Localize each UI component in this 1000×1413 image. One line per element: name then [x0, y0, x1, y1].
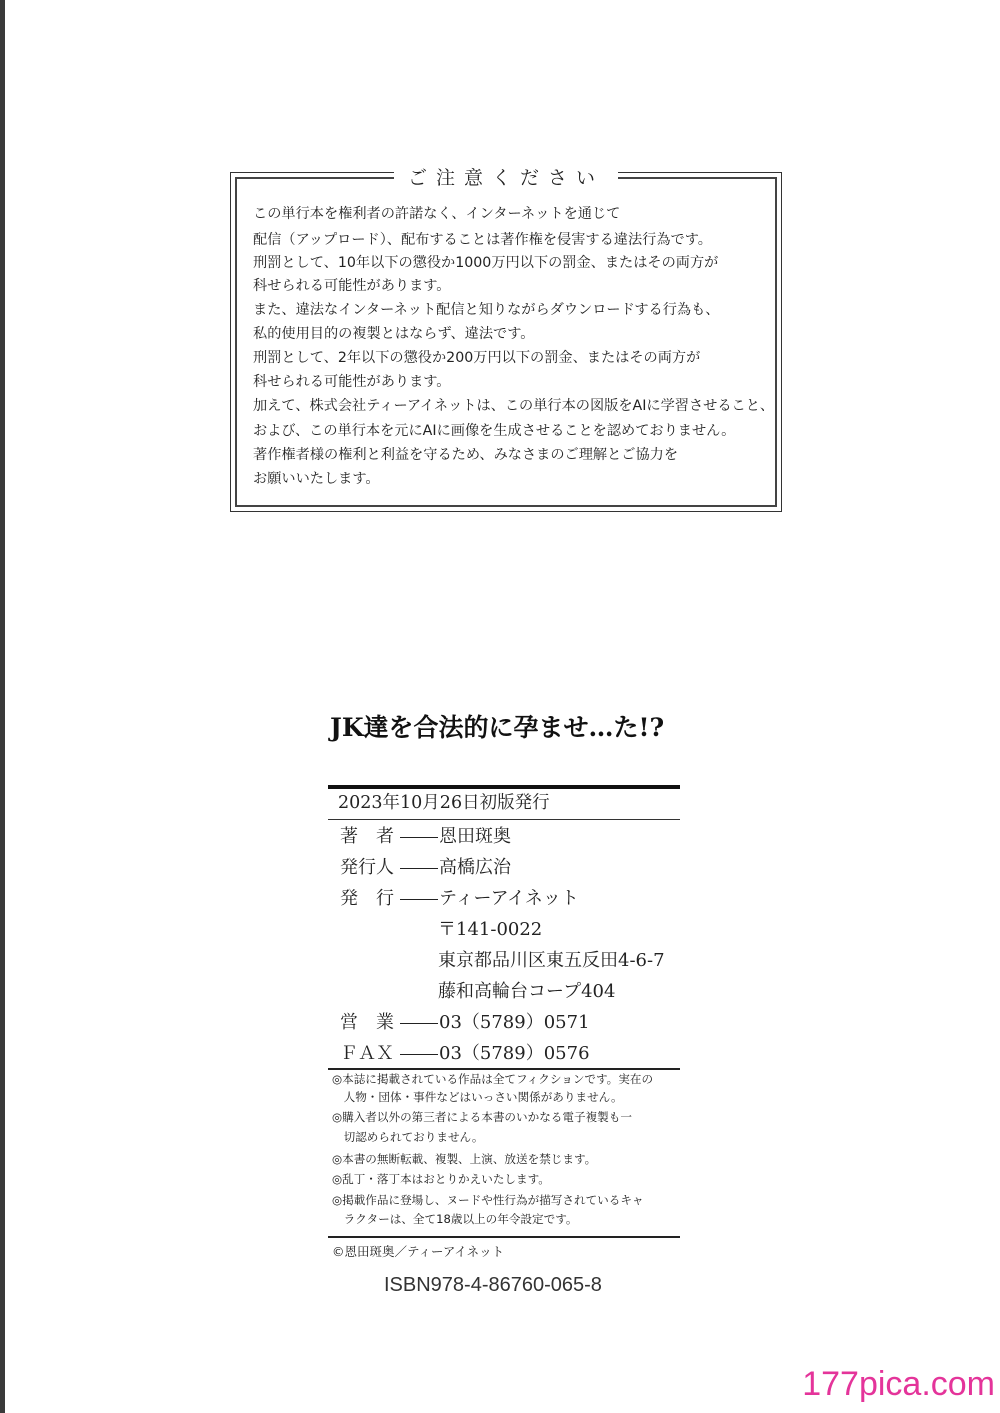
notice-line: 刑罰として、2年以下の懲役か200万円以下の罰金、またはその両方が	[253, 350, 701, 366]
notice-line: お願いいたします。	[253, 471, 380, 487]
notice-line: および、この単行本を元にAIに画像を生成させることを認めておりません。	[253, 423, 736, 439]
copyright: ©恩田斑奥／ティーアイネット	[332, 1244, 505, 1259]
author-value: 恩田斑奥	[439, 826, 511, 847]
publisher-value: ティーアイネット	[439, 888, 579, 909]
publisher-person-row	[340, 856, 511, 880]
author-label: 著 者	[340, 826, 394, 847]
book-title: JK達を合法的に孕ませ…た!?	[330, 713, 665, 742]
title-rule	[328, 785, 680, 789]
notes-rule	[328, 1068, 680, 1070]
notice-line: 著作権者様の権利と利益を守るため、みなさまのご理解とご協力を	[253, 447, 679, 463]
address-line: 東京都品川区東五反田4-6-7	[438, 950, 665, 971]
notice-line: この単行本を権利者の許諾なく、インターネットを通じて	[253, 206, 621, 222]
sales-label: 営 業	[340, 1012, 394, 1033]
notice-line: 科せられる可能性があります。	[253, 278, 451, 294]
fax-number: 03（5789）0576	[439, 1043, 590, 1064]
note-line: ◎掲載作品に登場し、ヌードや性行為が描写されているキャ	[332, 1193, 644, 1207]
notice-line: 科せられる可能性があります。	[253, 374, 451, 390]
publisher-row	[340, 887, 579, 911]
notice-line: 配信（アップロード）、配布することは著作権を侵害する違法行為です。	[253, 232, 712, 248]
site-watermark: 177pica.com	[802, 1365, 995, 1403]
dash	[400, 868, 438, 869]
sales-phone: 03（5789）0571	[439, 1012, 590, 1033]
date-rule	[328, 819, 680, 820]
address-building: 藤和高輪台コープ404	[438, 981, 616, 1002]
note-line: ◎購入者以外の第三者による本書のいかなる電子複製も一	[332, 1110, 632, 1124]
note-line: 切認められておりません。	[332, 1130, 484, 1144]
notice-box	[230, 167, 782, 512]
fax-row	[340, 1042, 590, 1066]
author-row	[340, 825, 511, 849]
dash	[400, 1023, 438, 1024]
notice-title: ご注意ください	[394, 165, 618, 191]
isbn: ISBN978-4-86760-065-8	[384, 1274, 602, 1296]
postal-code: 〒141-0022	[438, 919, 543, 940]
note-line: ◎本書の無断転載、複製、上演、放送を禁じます。	[332, 1152, 597, 1166]
publish-date: 2023年10月26日初版発行	[338, 793, 550, 813]
fax-label: ＦＡＸ	[340, 1043, 394, 1064]
notice-line: 私的使用目的の複製とはならず、違法です。	[253, 326, 535, 342]
publisher-person-value: 高橋広治	[439, 857, 511, 878]
notice-line: また、違法なインターネット配信と知りながらダウンロードする行為も、	[253, 302, 720, 318]
dash	[400, 1054, 438, 1055]
sales-row	[340, 1011, 590, 1035]
publisher-label: 発 行	[340, 888, 394, 909]
dash	[400, 899, 438, 900]
copyright-rule	[328, 1236, 680, 1238]
note-line: ◎乱丁・落丁本はおとりかえいたします。	[332, 1172, 550, 1186]
page-edge-bar	[0, 0, 5, 1413]
dash	[400, 837, 438, 838]
note-line: ラクターは、全て18歳以上の年令設定です。	[332, 1212, 578, 1226]
notice-line: 加えて、株式会社ティーアイネットは、この単行本の図版をAIに学習させること、	[253, 398, 775, 414]
notice-line: 刑罰として、10年以下の懲役か1000万円以下の罰金、またはその両方が	[253, 255, 719, 271]
note-line: ◎本誌に掲載されている作品は全てフィクションです。実在の	[332, 1072, 654, 1086]
note-line: 人物・団体・事件などはいっさい関係がありません。	[332, 1090, 623, 1104]
publisher-person-label: 発行人	[340, 857, 394, 878]
